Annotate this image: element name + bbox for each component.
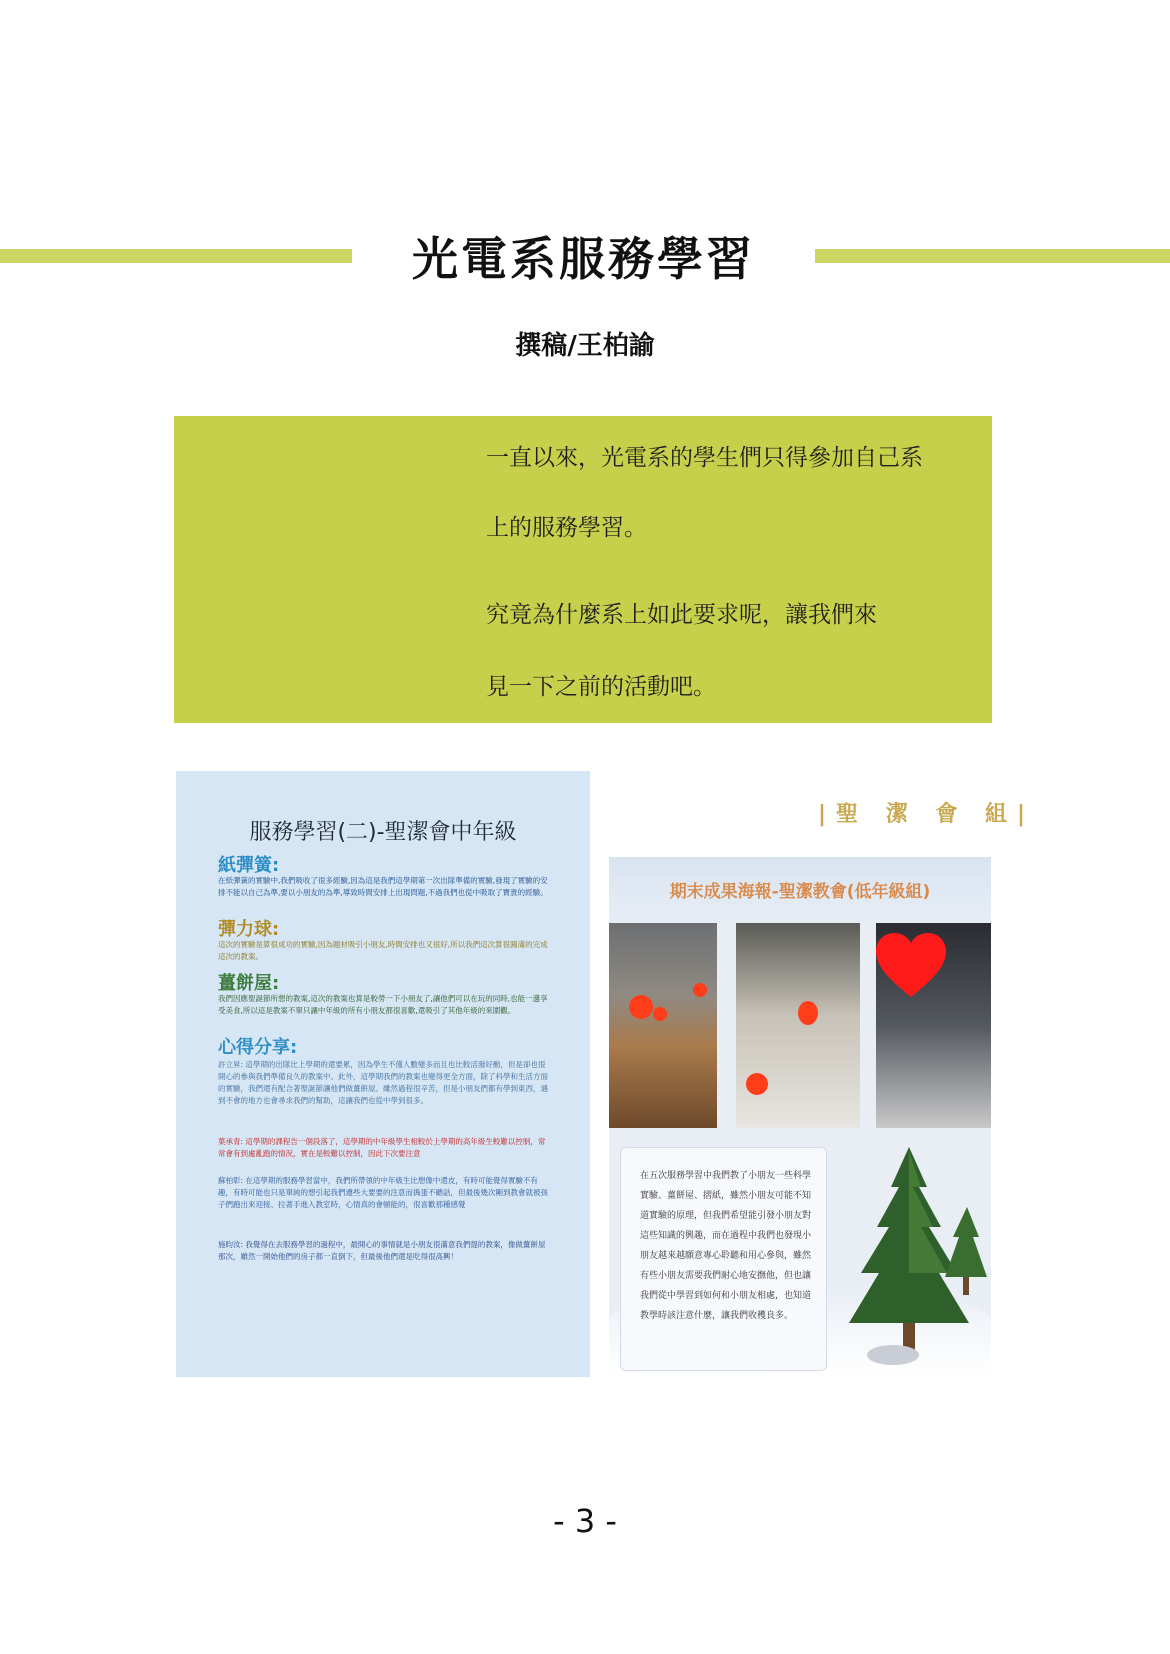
intro-line-4: 見一下之前的活動吧。: [486, 674, 716, 700]
section-label-holiness-group: |聖 潔 會 組|: [818, 802, 1036, 827]
poster2-text: 在五次服務學習中我們教了小朋友一些科學實驗、薑餅屋、摺紙，雖然小朋友可能不知道實驗的原理，但我們希望能引發小朋友對這些知識的興趣，而在過程中我們也發現小朋友越來越願意專心聆聽和用心參與，雖然有些小朋友需要我們耐心地安撫他，但也讓我們從中學習到如何和小朋友相處，也知道教學時該注意什麼，讓我們收穫良多。: [640, 1171, 812, 1321]
poster-lower-grade: [609, 857, 991, 1375]
intro-line-3: 究竟為什麼系上如此要求呢，讓我們來: [486, 602, 877, 628]
poster1-heading-gingerbread: 薑餅屋:: [218, 973, 280, 994]
poster1-note-1: 葉承青: 這學期的課程告一個段落了，這學期的中年級學生相較於上學期的高年級生較難以控制，常常會有到處亂跑的情況，實在是較難以控制，因此下次要注意: [218, 1137, 546, 1158]
poster1-heading-bouncy-ball: 彈力球:: [218, 919, 280, 940]
poster1-text-paper-spring: 在紙彈簧的實驗中,我們吸收了很多經驗,因為這是我們這學期第一次出隊準備的實驗,發現了實驗的安排不能以自己為準,要以小朋友的為準,導致時間安排上出現問題,不過我們也從中吸取了寶貴的經驗。: [218, 876, 548, 897]
poster-middle-grade: [176, 771, 590, 1377]
activity-photo-classroom: [609, 923, 717, 1128]
face-blur-5: [746, 1073, 768, 1095]
poster1-text-bouncy-ball: 這次的實驗是算很成功的實驗,因為題材吸引小朋友,時間安排也又很好,所以我們這次算很圓滿的完成這次的教案。: [218, 940, 548, 961]
poster1-note-3: 施昀汝: 我覺得在去服務學習的過程中，最開心的事情就是小朋友很滿意我們提的教案，像做薑餅屋那次，雖然一開始他們的房子都一直倒下，但最後他們還是吃得很高興！: [218, 1240, 546, 1261]
poster1-heading-reflections: 心得分享:: [218, 1037, 298, 1058]
title-rule-right: [815, 249, 1170, 263]
poster2-title: 期末成果海報-聖潔教會(低年級組): [669, 882, 931, 902]
intro-line-1: 一直以來，光電系的學生們只得參加自己系: [486, 445, 923, 471]
poster2-text-box: [620, 1147, 827, 1371]
poster1-title: 服務學習(二)-聖潔會中年級: [249, 820, 517, 845]
page-title: 光電系服務學習: [412, 232, 755, 286]
intro-line-2: 上的服務學習。: [486, 515, 647, 541]
title-rule-left: [0, 249, 352, 263]
intro-box: [174, 416, 992, 723]
face-blur-2: [653, 1007, 667, 1021]
face-blur-4: [798, 1001, 818, 1025]
heart-icon: [876, 933, 946, 999]
face-blur-1: [629, 995, 653, 1019]
byline: 撰稿/王柏諭: [515, 331, 655, 361]
poster1-text-reflection-1: 許立昇: 這學期的出隊比上學期的還要累，因為學生不僅人數變多而且也比較活潑好動，但是卻也很開心的參與我們準備良久的教案中。此外，這學期我們的教案也變得更全方面，除了科學和生活方面的實驗，我們還有配合著聖誕節讓他們做薑餅屋。雖然過程很辛苦，但是小朋友們都有學到東西，遇到不會的地方也會尋求我們的幫助，這讓我們也從中學到很多。: [218, 1060, 548, 1105]
poster1-text-gingerbread: 我們因應聖誕節所想的教案,這次的教案也算是較勞一下小朋友了,讓他們可以在玩的同時,也能一邊享受美食,所以這是教案不單只讓中年級的所有小朋友都很喜歡,還吸引了其他年級的來圍觀。: [218, 994, 548, 1015]
pine-tree-icon: [849, 1147, 989, 1372]
face-blur-3: [693, 983, 707, 997]
activity-photo-experiment: [736, 923, 860, 1128]
page-number: - 3 -: [553, 1502, 617, 1540]
poster1-heading-paper-spring: 紙彈簧:: [218, 855, 280, 876]
poster1-note-2: 蘇柏彰: 在這學期的服務學習當中，我們所帶領的中年級生比想像中還皮，有時可能覺得實驗不有趣，有時可能也只是單純的想引起我們遵些大要要的注意而搗蛋不聽話，但最後幾次剛到教會就被孩子們跑出來迎接、拉著手進入教室時，心情真的會頓能的，很喜歡那種感覺: [218, 1176, 548, 1209]
activity-photo-child: [876, 923, 991, 1128]
